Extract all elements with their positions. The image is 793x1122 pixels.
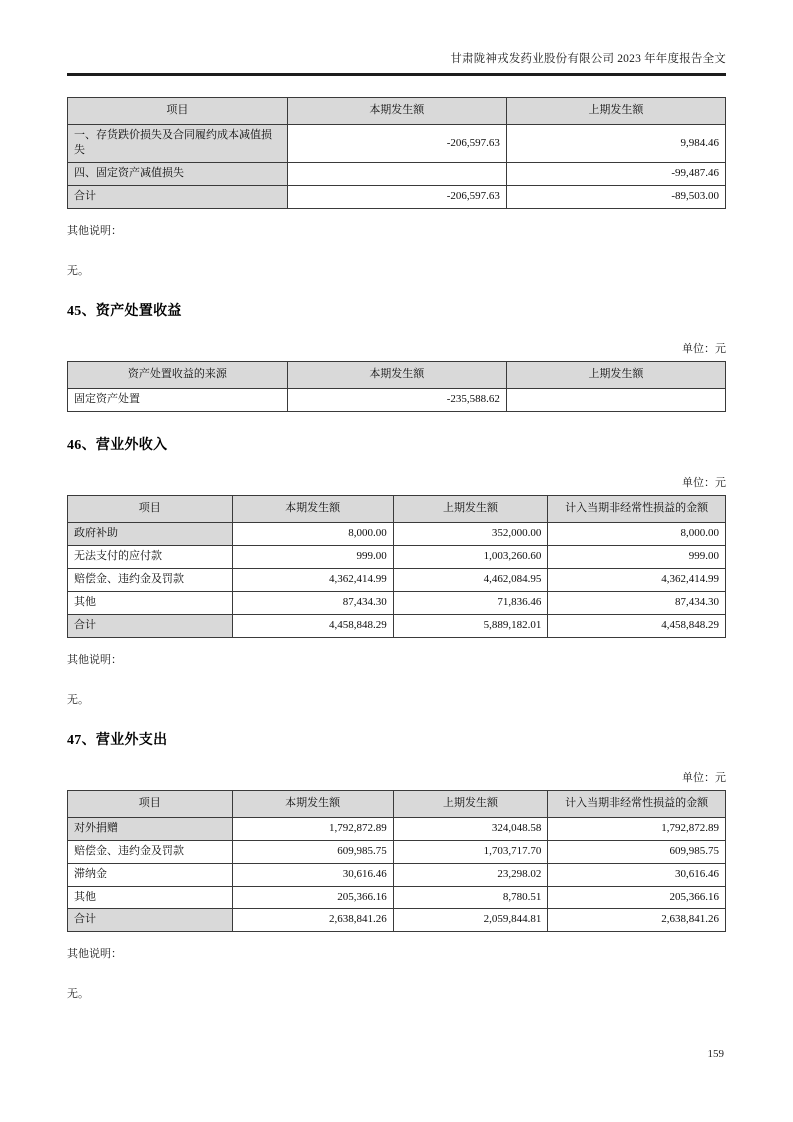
value-cell: 4,458,848.29 [548,614,726,637]
row-label-cell: 其他 [68,886,233,909]
table-row [68,389,726,412]
value-cell: 8,000.00 [232,523,393,546]
value-cell: 30,616.46 [232,863,393,886]
value-cell: 205,366.16 [548,886,726,909]
asset-disposal-income-table [67,361,726,412]
column-header: 上期发生额 [393,496,548,523]
impairment-loss-table [67,97,726,210]
table-header-row [68,362,726,389]
table-row [68,186,726,209]
row-label-cell: 无法支付的应付款 [68,546,233,569]
column-header: 本期发生额 [287,97,506,124]
value-cell: 609,985.75 [232,840,393,863]
value-cell: 999.00 [232,546,393,569]
column-header: 本期发生额 [232,790,393,817]
none-text: 无。 [67,693,89,706]
value-cell: 87,434.30 [232,591,393,614]
table-row [68,568,726,591]
non-operating-income-table [67,495,726,638]
column-header: 项目 [68,790,233,817]
table-row [68,523,726,546]
value-cell [287,163,506,186]
column-header: 计入当期非经常性损益的金额 [548,496,726,523]
section-heading-47: 47、营业外支出 [67,732,168,748]
value-cell: 1,792,872.89 [232,817,393,840]
value-cell: 8,000.00 [548,523,726,546]
value-cell: 4,458,848.29 [232,614,393,637]
value-cell: 23,298.02 [393,863,548,886]
column-header: 项目 [68,496,233,523]
table-row [68,591,726,614]
table-row [68,886,726,909]
section-heading-45: 45、资产处置收益 [67,304,182,320]
row-label-cell: 合计 [68,909,233,932]
value-cell: 1,003,260.60 [393,546,548,569]
value-cell: -235,588.62 [287,389,506,412]
column-header: 资产处置收益的来源 [68,362,288,389]
column-header: 本期发生额 [232,496,393,523]
none-text: 无。 [67,265,89,278]
column-header: 项目 [68,97,288,124]
value-cell: 4,362,414.99 [232,568,393,591]
page-number: 159 [707,1048,724,1060]
value-cell: 30,616.46 [548,863,726,886]
value-cell: 1,703,717.70 [393,840,548,863]
value-cell: 87,434.30 [548,591,726,614]
value-cell: 2,059,844.81 [393,909,548,932]
row-label-cell: 赔偿金、违约金及罚款 [68,568,233,591]
table-row [68,546,726,569]
header-rule [67,73,726,76]
value-cell: 2,638,841.26 [232,909,393,932]
row-label-cell: 政府补助 [68,523,233,546]
row-label-cell: 滞纳金 [68,863,233,886]
value-cell: 4,462,084.95 [393,568,548,591]
column-header: 上期发生额 [393,790,548,817]
table-header-row [68,496,726,523]
other-note-label: 其他说明： [67,653,122,666]
page-header-title: 甘肃陇神戎发药业股份有限公司 2023 年年度报告全文 [450,53,726,65]
table-row [68,840,726,863]
value-cell: -89,503.00 [506,186,725,209]
value-cell: -99,487.46 [506,163,725,186]
value-cell: 8,780.51 [393,886,548,909]
table-row [68,863,726,886]
table-row [68,817,726,840]
value-cell: 71,836.46 [393,591,548,614]
other-note-label: 其他说明： [67,948,122,961]
value-cell: 205,366.16 [232,886,393,909]
value-cell [506,389,725,412]
value-cell: 4,362,414.99 [548,568,726,591]
value-cell: 9,984.46 [506,124,725,163]
row-label-cell: 赔偿金、违约金及罚款 [68,840,233,863]
value-cell: 5,889,182.01 [393,614,548,637]
non-operating-expense-table [67,790,726,933]
row-label-cell: 其他 [68,591,233,614]
table-row [68,909,726,932]
value-cell: 999.00 [548,546,726,569]
column-header: 上期发生额 [506,97,725,124]
row-label-cell: 对外捐赠 [68,817,233,840]
unit-label: 单位：元 [682,477,726,490]
value-cell: 324,048.58 [393,817,548,840]
unit-label: 单位：元 [682,771,726,784]
column-header: 本期发生额 [287,362,506,389]
table-row [68,163,726,186]
value-cell: -206,597.63 [287,124,506,163]
other-note-label: 其他说明： [67,225,122,238]
table-row [68,614,726,637]
value-cell: -206,597.63 [287,186,506,209]
table-header-row [68,790,726,817]
row-label-cell: 固定资产处置 [68,389,288,412]
unit-label: 单位：元 [682,343,726,356]
column-header: 计入当期非经常性损益的金额 [548,790,726,817]
table-header-row [68,97,726,124]
value-cell: 2,638,841.26 [548,909,726,932]
value-cell: 1,792,872.89 [548,817,726,840]
column-header: 上期发生额 [506,362,725,389]
value-cell: 352,000.00 [393,523,548,546]
row-label-cell: 四、固定资产减值损失 [68,163,288,186]
none-text: 无。 [67,988,89,1001]
table-row [68,124,726,163]
value-cell: 609,985.75 [548,840,726,863]
row-label-cell: 合计 [68,614,233,637]
section-heading-46: 46、营业外收入 [67,438,168,454]
row-label-cell: 一、存货跌价损失及合同履约成本减值损失 [68,124,288,163]
row-label-cell: 合计 [68,186,288,209]
